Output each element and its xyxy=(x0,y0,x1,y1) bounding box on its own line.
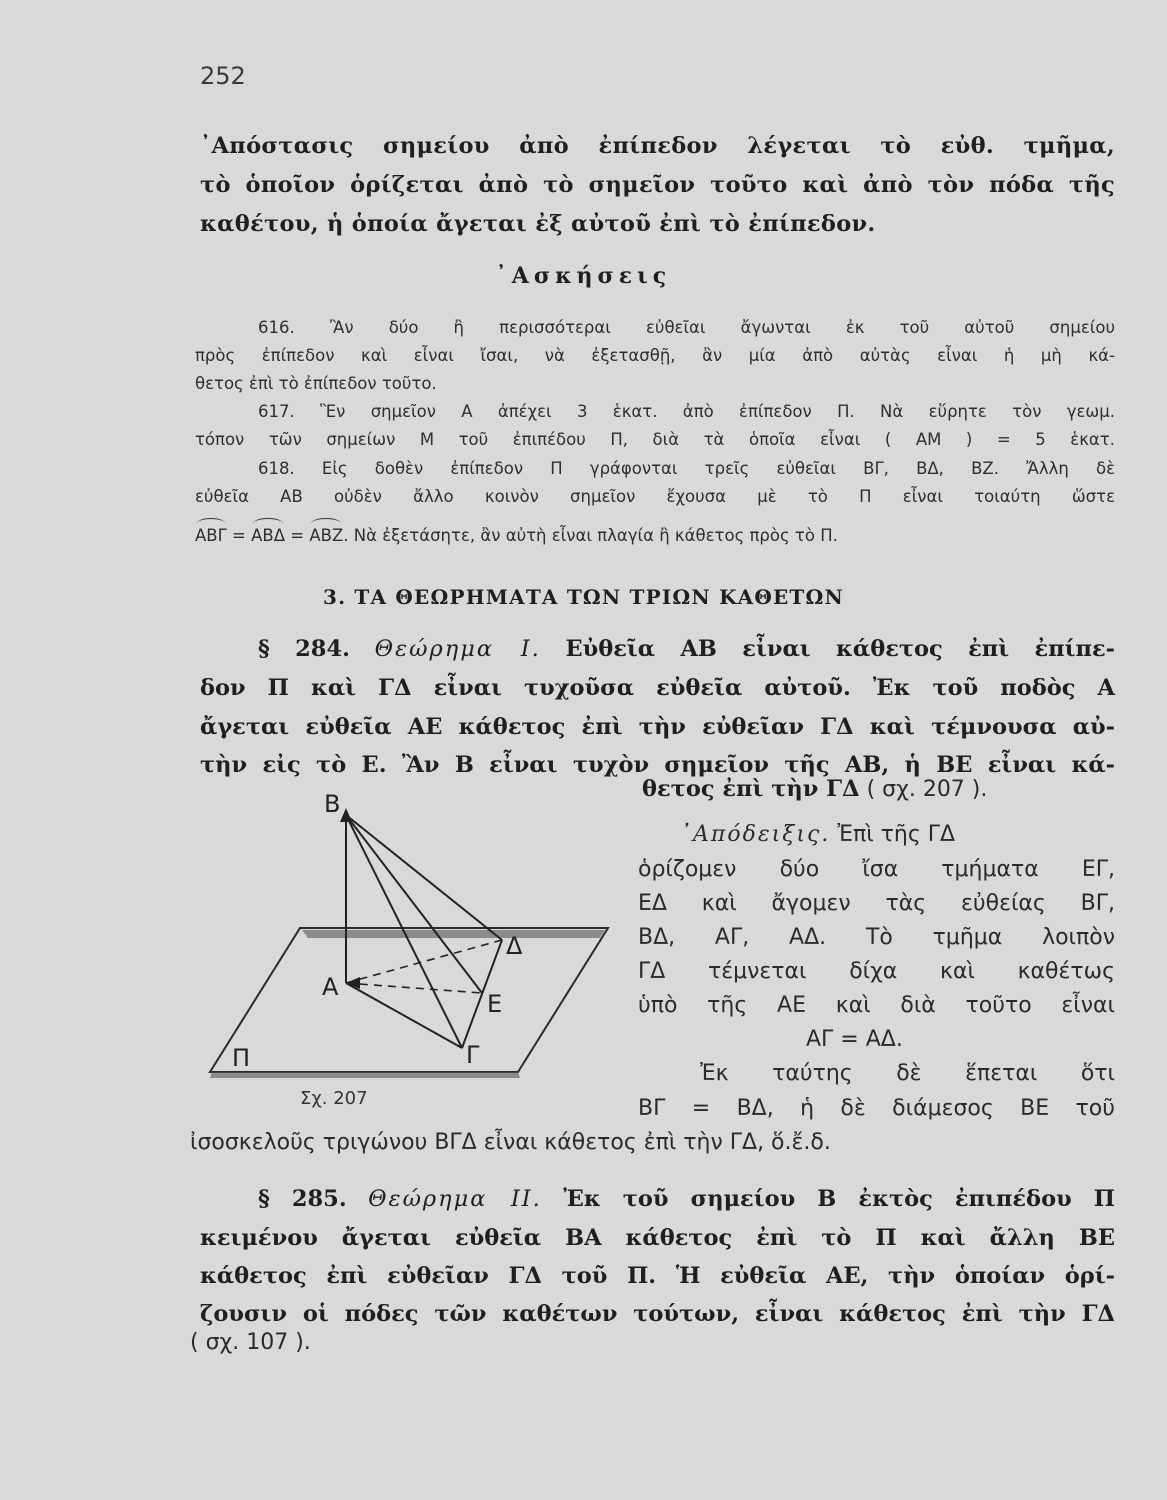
label-A: Α xyxy=(322,973,339,1001)
label-B: Β xyxy=(324,790,341,818)
arrow-B xyxy=(340,808,352,822)
definition-line-2: τὸ ὁποῖον ὁρίζεται ἀπὸ τὸ σημεῖον τοῦτο καὶ ἀπὸ τὸν πόδα τῆς xyxy=(200,172,1115,198)
definition-line-3: καθέτου, ἡ ὁποία ἄγεται ἐξ αὐτοῦ ἐπὶ τὸ ἐπίπεδον. xyxy=(200,211,876,237)
theorem-284-figure-ref: ( σχ. 207 ). xyxy=(859,777,988,802)
proof-line-3: ΕΔ καὶ ἄγομεν τὰς εὐθείας ΒΓ, xyxy=(638,891,1115,916)
angle-ABZ: ΑΒΖ xyxy=(309,526,344,545)
theorem-285-line-2: κειμένου ἄγεται εὐθεῖα ΒΑ κάθετος ἐπὶ τὸ Π καὶ ἄλλη ΒΕ xyxy=(200,1225,1115,1251)
proof-line-7: ΑΓ = ΑΔ. xyxy=(806,1027,903,1052)
equals-2: = xyxy=(285,526,310,545)
segment-AE xyxy=(346,983,482,993)
proof-line-2: ὁρίζομεν δύο ἴσα τμήματα ΕΓ, xyxy=(638,857,1115,882)
definition-line-1: ᾿Απόστασις σημείου ἀπὸ ἐπίπεδον λέγεται τὸ εὐθ. τμῆμα, xyxy=(200,133,1115,159)
theorem-285-line-3: κάθετος ἐπὶ εὐθεῖαν ΓΔ τοῦ Π. Ἡ εὐθεῖα ΑΕ, τὴν ὁποίαν ὁρί- xyxy=(200,1263,1115,1289)
theorem-284-line-5 xyxy=(642,776,987,802)
exercise-618-line-3 xyxy=(195,526,838,545)
page-number: 252 xyxy=(200,62,246,90)
angle-ABG: ΑΒΓ xyxy=(195,526,227,545)
theorem-285-line-1-rest: Ἐκ τοῦ σημείου Β ἐκτὸς ἐπιπέδου Π xyxy=(563,1186,1116,1212)
theorem-285-label: Θεώρημα ΙΙ. xyxy=(368,1186,542,1212)
plane-edge-shade xyxy=(302,930,605,938)
exercise-616-line-3: θετος ἐπὶ τὸ ἐπίπεδον τοῦτο. xyxy=(195,374,437,393)
label-D: Δ xyxy=(506,932,523,960)
theorem-285-line-1 xyxy=(258,1186,1115,1212)
exercise-618-line-2: εὐθεῖα ΑΒ οὐδὲν ἄλλο κοινὸν σημεῖον ἔχουσα μὲ τὸ Π εἶναι τοιαύτη ὥστε xyxy=(195,487,1115,506)
proof-line-8: Ἐκ ταύτης δὲ ἕπεται ὅτι xyxy=(700,1061,1115,1086)
proof-line-6: ὑπὸ τῆς ΑΕ καὶ διὰ τοῦτο εἶναι xyxy=(638,993,1115,1018)
label-E: Ε xyxy=(487,990,503,1018)
theorem-284-number: § 284. xyxy=(258,636,350,662)
figure-caption: Σχ. 207 xyxy=(300,1088,368,1109)
segment-AG xyxy=(346,983,462,1048)
theorem-285-figure-ref: ( σχ. 107 ). xyxy=(190,1330,311,1355)
proof-label: ᾿Απόδειξις. xyxy=(680,822,831,847)
theorem-284-line-1 xyxy=(258,636,1115,662)
theorem-284-line-1-rest: Εὐθεῖα ΑΒ εἶναι κάθετος ἐπὶ ἐπίπε- xyxy=(565,636,1116,662)
equals-1: = xyxy=(226,526,252,545)
segment-BD xyxy=(346,815,502,940)
proof-line-4: ΒΔ, ΑΓ, ΑΔ. Τὸ τμῆμα λοιπὸν xyxy=(638,925,1115,950)
section-title: 3. ΤΑ ΘΕΩΡΗΜΑΤΑ ΤΩΝ ΤΡΙΩΝ ΚΑΘΕΤΩΝ xyxy=(322,585,845,609)
segment-BE xyxy=(346,815,482,993)
plane-outline xyxy=(210,928,608,1072)
proof-line-1 xyxy=(680,822,955,847)
label-G: Γ xyxy=(466,1041,480,1069)
exercise-616-line-1: 616. Ἂν δύο ἢ περισσότεραι εὐθεῖαι ἄγωνται ἐκ τοῦ αὐτοῦ σημείου xyxy=(258,318,1115,337)
plane-bottom-shade xyxy=(210,1072,520,1078)
exercise-617-line-2: τόπον τῶν σημείων Μ τοῦ ἐπιπέδου Π, διὰ τὰ ὁποῖα εἶναι ( ΑΜ ) = 5 ἑκατ. xyxy=(195,430,1115,449)
proof-line-1-rest: Ἐπὶ τῆς ΓΔ xyxy=(830,822,956,847)
theorem-284-line-3: ἄγεται εὐθεῖα ΑΕ κάθετος ἐπὶ τὴν εὐθεῖαν ΓΔ καὶ τέμνουσα αὐ- xyxy=(200,714,1115,740)
exercises-heading: ᾿Ασκήσεις xyxy=(495,263,672,289)
exercise-618-line-1: 618. Εἰς δοθὲν ἐπίπεδον Π γράφονται τρεῖς εὐθεῖαι ΒΓ, ΒΔ, ΒΖ. Ἄλλη δὲ xyxy=(258,459,1115,478)
exercise-617-line-1: 617. Ἓν σημεῖον Α ἀπέχει 3 ἑκατ. ἀπὸ ἐπίπεδον Π. Νὰ εὕρητε τὸν γεωμ. xyxy=(258,402,1115,421)
theorem-285-number: § 285. xyxy=(258,1186,347,1212)
proof-line-9: ΒΓ = ΒΔ, ἡ δὲ διάμεσος ΒΕ τοῦ xyxy=(638,1096,1115,1121)
proof-line-10: ἰσοσκελοῦς τριγώνου ΒΓΔ εἶναι κάθετος ἐπὶ τὴν ΓΔ, ὅ.ἔ.δ. xyxy=(190,1130,831,1155)
theorem-284-label: Θεώρημα Ι. xyxy=(374,636,541,662)
angle-ABD: ΑΒΔ xyxy=(251,526,286,545)
exercise-616-line-2: πρὸς ἐπίπεδον καὶ εἶναι ἴσαι, νὰ ἐξετασθῇ, ἂν μία ἀπὸ αὐτὰς εἶναι ἡ μὴ κά- xyxy=(195,346,1115,365)
label-P: Π xyxy=(232,1044,251,1072)
theorem-284-line-5-text: θετος ἐπὶ τὴν ΓΔ xyxy=(642,776,860,802)
theorem-285-line-4: ζουσιν οἱ πόδες τῶν καθέτων τούτων, εἶναι κάθετος ἐπὶ τὴν ΓΔ xyxy=(200,1301,1115,1327)
proof-line-5: ΓΔ τέμνεται δίχα καὶ καθέτως xyxy=(638,959,1115,984)
segment-AD xyxy=(346,940,502,983)
figure-207 xyxy=(200,780,620,1110)
theorem-284-line-4: τὴν εἰς τὸ Ε. Ἂν Β εἶναι τυχὸν σημεῖον τῆς ΑΒ, ἡ ΒΕ εἶναι κά- xyxy=(200,752,1115,778)
exercise-618-line-3-rest: . Νὰ ἐξετάσητε, ἂν αὐτὴ εἶναι πλαγία ἢ κάθετος πρὸς τὸ Π. xyxy=(343,526,838,545)
theorem-284-line-2: δον Π καὶ ΓΔ εἶναι τυχοῦσα εὐθεῖα αὐτοῦ. Ἐκ τοῦ ποδὸς Α xyxy=(200,675,1115,701)
